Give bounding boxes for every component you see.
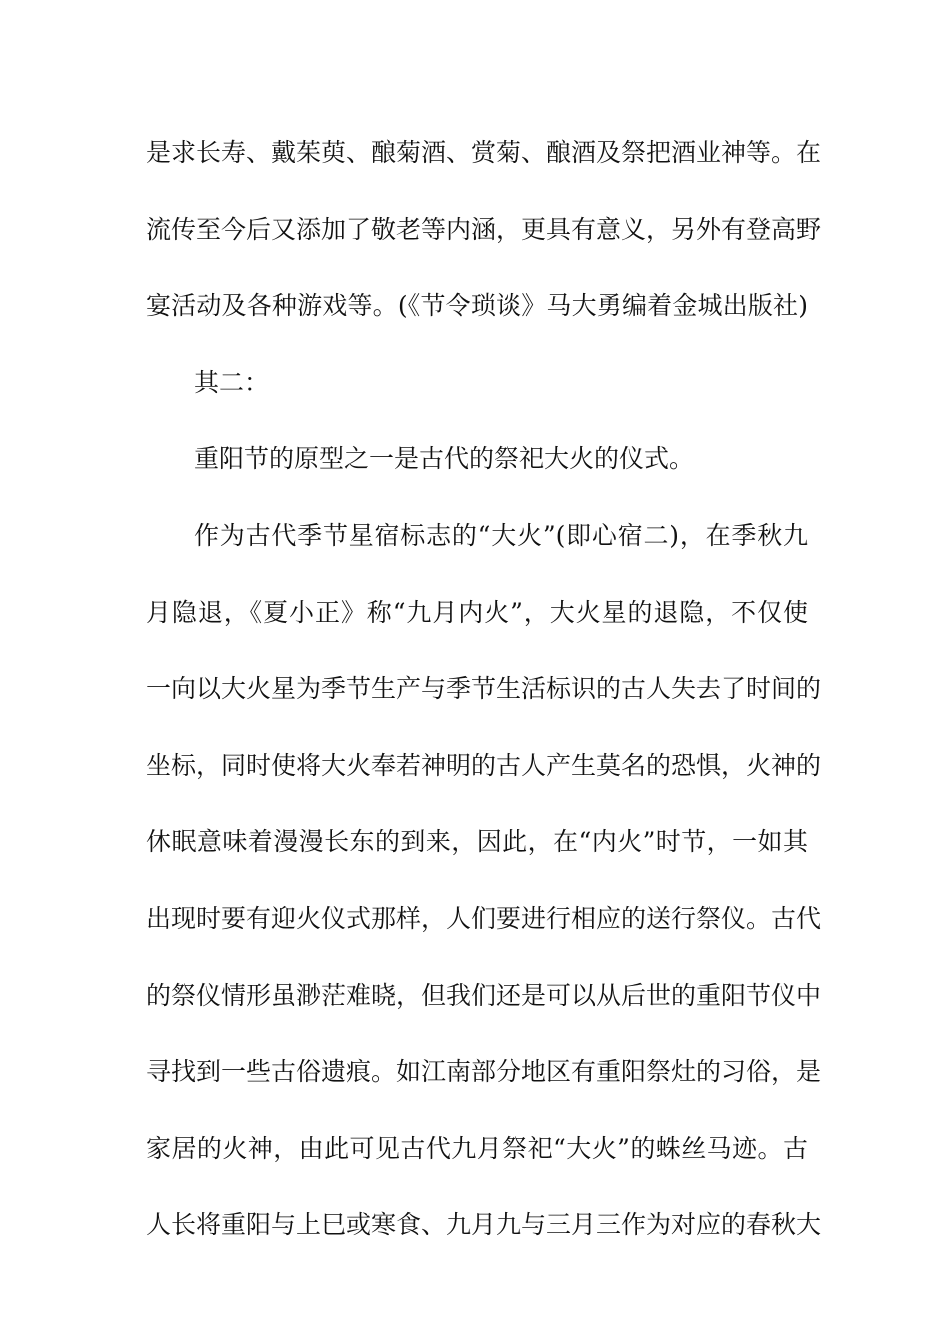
text-line: 重阳节的原型之一是古代的祭祀大火的仪式。 (194, 444, 695, 474)
text-line: 坐标，同时使将大火奉若神明的古人产生莫名的恐惧，火神的 (146, 750, 822, 780)
text-line: 作为古代季节星宿标志的“大火”(即心宿二)，在季秋九 (194, 520, 808, 550)
section-heading: 其二： (194, 367, 270, 397)
text-line: 月隐退，《夏小正》称“九月内火”，大火星的退隐，不仅使 (146, 597, 808, 627)
text-line: 流传至今后又添加了敬老等内涵，更具有意义，另外有登高野 (146, 214, 822, 244)
text-line: 宴活动及各种游戏等。(《节令琐谈》马大勇编着金城出版社) (146, 291, 808, 321)
text-line: 休眠意味着漫漫长东的到来，因此，在“内火”时节，一如其 (146, 827, 808, 857)
text-line: 家居的火神，由此可见古代九月祭祀“大火”的蛛丝马迹。古 (146, 1133, 808, 1163)
text-line: 寻找到一些古俗遗痕。如江南部分地区有重阳祭灶的习俗，是 (146, 1057, 822, 1087)
text-line: 是求长寿、戴茱萸、酿菊酒、赏菊、酿酒及祭把酒业神等。在 (146, 138, 822, 167)
text-line: 的祭仪情形虽渺茫难晓，但我们还是可以从后世的重阳节仪中 (146, 980, 822, 1010)
text-line: 出现时要有迎火仪式那样，人们要进行相应的送行祭仪。古代 (146, 903, 822, 933)
text-line: 人长将重阳与上巳或寒食、九月九与三月三作为对应的春秋大 (146, 1210, 822, 1240)
body-text (146, 128, 822, 1277)
text-line: 一向以大火星为季节生产与季节生活标识的古人失去了时间的 (146, 674, 822, 704)
